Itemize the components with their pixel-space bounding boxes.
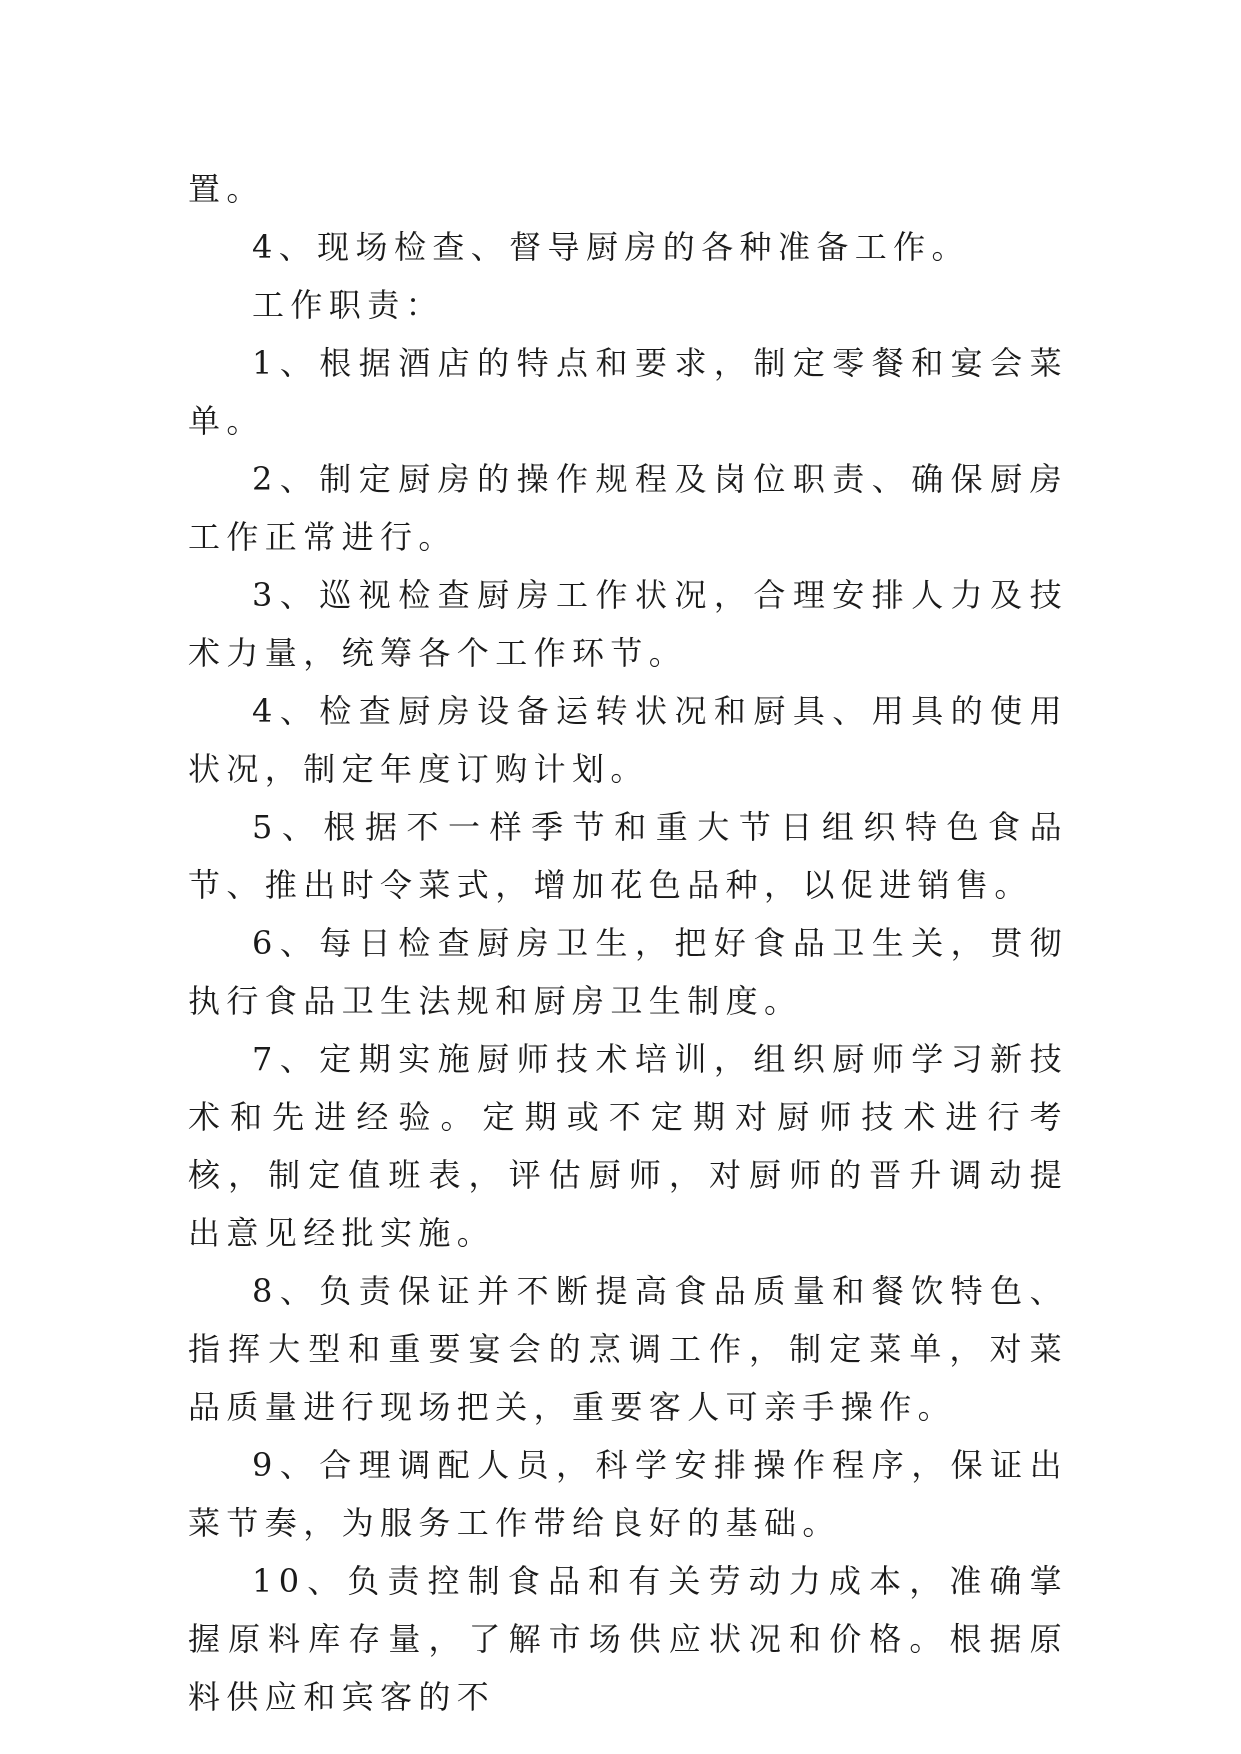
paragraph-duty-9: 9、合理调配人员，科学安排操作程序，保证出菜节奏，为服务工作带给良好的基础。 xyxy=(188,1446,1068,1542)
paragraph-duty-6: 6、每日检查厨房卫生，把好食品卫生关，贯彻执行食品卫生法规和厨房卫生制度。 xyxy=(188,924,1068,1020)
document-body xyxy=(188,160,1068,1726)
paragraph-item-4-prep: 4、现场检查、督导厨房的各种准备工作。 xyxy=(252,228,970,266)
paragraph-duty-8: 8、负责保证并不断提高食品质量和餐饮特色、指挥大型和重要宴会的烹调工作，制定菜单，对菜品质量进行现场把关，重要客人可亲手操作。 xyxy=(188,1272,1068,1426)
section-heading-duties: 工作职责： xyxy=(252,286,445,324)
paragraph-duty-10: 10、负责控制食品和有关劳动力成本，准确掌握原料库存量，了解市场供应状况和价格。根据原料供应和宾客的不 xyxy=(188,1562,1068,1716)
paragraph-duty-5: 5、根据不一样季节和重大节日组织特色食品节、推出时令菜式，增加花色品种，以促进销售。 xyxy=(188,808,1068,904)
paragraph-continuation: 置。 xyxy=(188,170,265,208)
paragraph-duty-7: 7、定期实施厨师技术培训，组织厨师学习新技术和先进经验。定期或不定期对厨师技术进行考核，制定值班表，评估厨师，对厨师的晋升调动提出意见经批实施。 xyxy=(188,1040,1068,1252)
paragraph-duty-4: 4、检查厨房设备运转状况和厨具、用具的使用状况，制定年度订购计划。 xyxy=(188,692,1068,788)
paragraph-duty-1: 1、根据酒店的特点和要求，制定零餐和宴会菜单。 xyxy=(188,344,1068,440)
paragraph-duty-3: 3、巡视检查厨房工作状况，合理安排人力及技术力量，统筹各个工作环节。 xyxy=(188,576,1068,672)
paragraph-duty-2: 2、制定厨房的操作规程及岗位职责、确保厨房工作正常进行。 xyxy=(188,460,1068,556)
